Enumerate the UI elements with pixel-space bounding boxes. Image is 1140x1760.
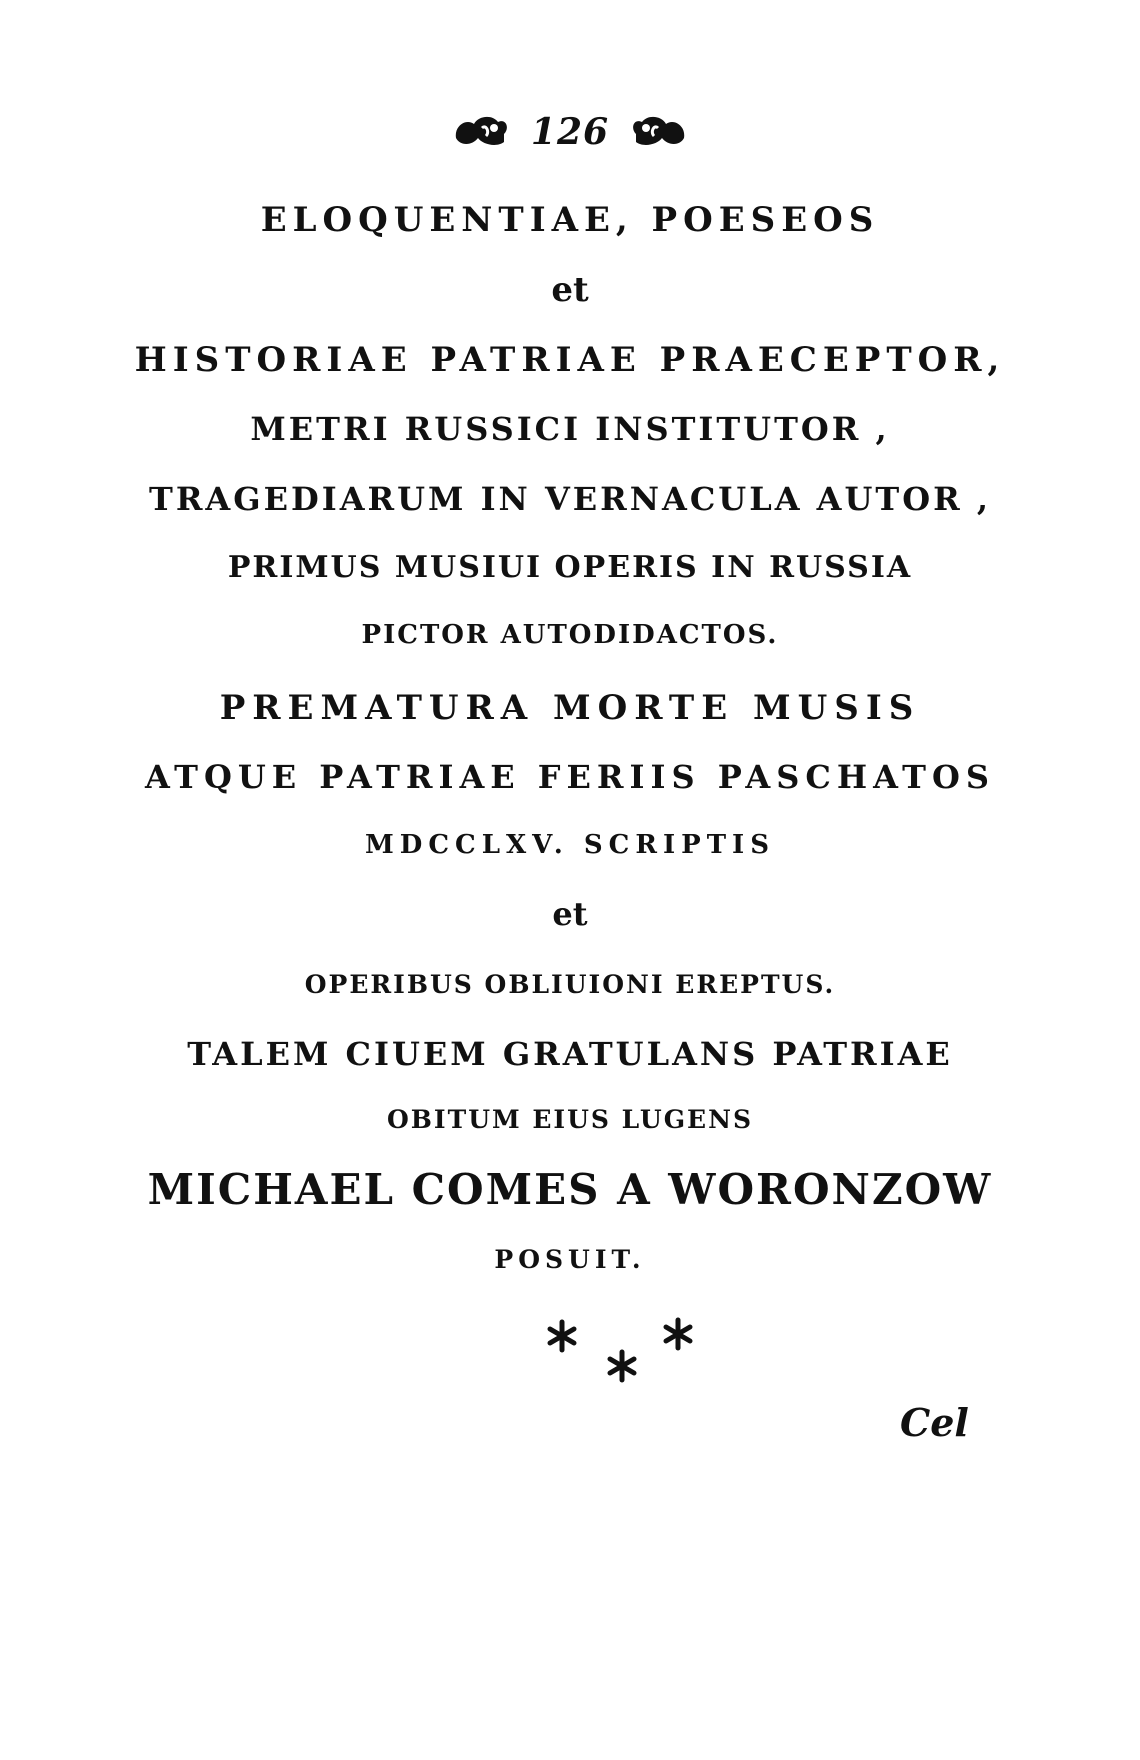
- inscription-line-9: ATQUE PATRIAE FERIIS PASCHATOS: [145, 758, 995, 796]
- inscription-line-7: PICTOR AUTODIDACTOS.: [361, 620, 779, 650]
- catchword: Cel: [900, 1400, 969, 1445]
- fleuron-ornament-right-icon: [628, 108, 688, 156]
- fleuron-ornament-left-icon: [452, 108, 512, 156]
- inscription-line-5: TRAGEDIARUM IN VERNACULA AUTOR ,: [149, 480, 991, 518]
- inscription-line-15: MICHAEL COMES A WORONZOW: [147, 1165, 993, 1214]
- asterism-icon: [540, 1310, 700, 1400]
- inscription-line-6: PRIMUS MUSIUI OPERIS IN RUSSIA: [227, 550, 913, 585]
- inscription-line-14: OBITUM EIUS LUGENS: [386, 1105, 754, 1134]
- inscription-line-16: POSUIT.: [494, 1245, 646, 1274]
- page-header: [0, 108, 1140, 164]
- inscription-line-12: OPERIBUS OBLIUIONI EREPTUS.: [304, 970, 836, 999]
- inscription-line-4: METRI RUSSICI INSTITUTOR ,: [250, 410, 890, 448]
- inscription-line-1: ELOQUENTIAE, POESEOS: [260, 200, 880, 240]
- inscription-line-8: PREMATURA MORTE MUSIS: [219, 688, 921, 728]
- inscription-line-10: MDCCLXV. SCRIPTIS: [365, 830, 775, 860]
- inscription-line-2: et: [551, 270, 589, 310]
- inscription-line-11: et: [552, 895, 588, 933]
- inscription-line-13: TALEM CIUEM GRATULANS PATRIAE: [187, 1035, 953, 1073]
- inscription-line-3: HISTORIAE PATRIAE PRAECEPTOR,: [134, 340, 1006, 380]
- page-number: 126: [530, 111, 610, 153]
